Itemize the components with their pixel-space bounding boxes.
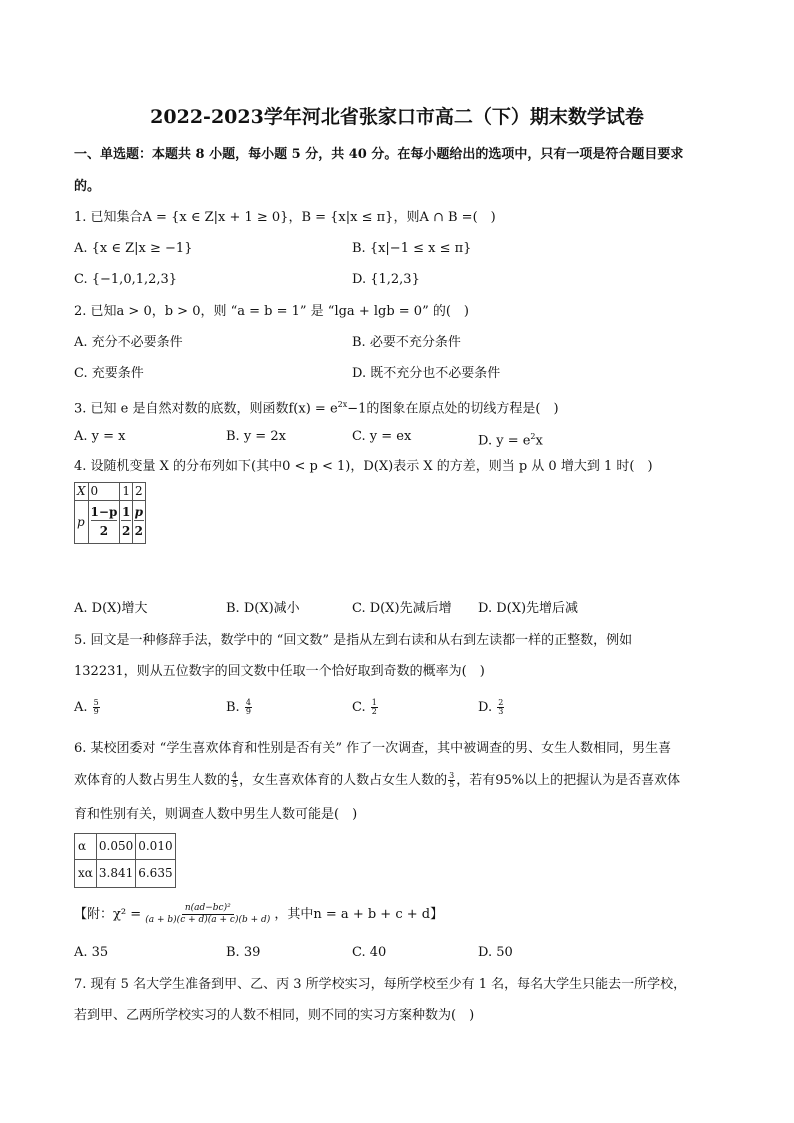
question-5-option-c bbox=[352, 699, 379, 717]
option-label: D. bbox=[478, 700, 493, 715]
question-3-stem-post: −1的图象在原点处的切线方程是( ) bbox=[347, 401, 559, 417]
question-4-stem: 4. 设随机变量 X 的分布列如下(其中0 < p < 1)，D(X)表示 X 的方差，则当 p 从 0 增大到 1 时( ) bbox=[74, 459, 653, 474]
table-cell: 3.841 bbox=[96, 860, 135, 888]
question-6-option-a: A. 35 bbox=[74, 945, 109, 960]
question-4-option-c: C. D(X)先减后增 bbox=[352, 601, 452, 616]
option-label: C. bbox=[352, 700, 366, 715]
question-3-option-d bbox=[478, 428, 543, 450]
formula-pre: 【附：χ² = bbox=[74, 907, 142, 922]
cell-denominator: 2 bbox=[134, 524, 143, 538]
question-6-line2 bbox=[74, 772, 680, 790]
cell-numerator: 1 bbox=[121, 505, 131, 519]
question-6-line2-c: ，若有95%以上的把握认为是否喜欢体 bbox=[456, 773, 681, 788]
question-6-formula bbox=[74, 900, 443, 930]
question-2-option-d: D. 既不充分也不必要条件 bbox=[352, 366, 501, 381]
table-cell: 1 bbox=[120, 483, 133, 501]
question-4-option-b: B. D(X)减小 bbox=[226, 601, 300, 616]
fraction-denominator: (a + b)(c + d)(a + c)(b + d) bbox=[145, 915, 271, 925]
table-cell bbox=[120, 501, 133, 544]
question-5-line2: 132231，则从五位数字的回文数中任取一个恰好取到奇数的概率为( ) bbox=[74, 664, 485, 679]
question-3-option-c: C. y = ex bbox=[352, 429, 412, 444]
question-5-option-b bbox=[226, 699, 253, 717]
table-row bbox=[75, 860, 176, 888]
fraction-numerator: 3 bbox=[449, 771, 455, 780]
table-cell: α bbox=[75, 834, 97, 860]
question-4-option-d: D. D(X)先增后减 bbox=[478, 601, 579, 616]
fraction-numerator: n(ad−bc)² bbox=[182, 903, 234, 915]
question-3-stem bbox=[74, 396, 559, 418]
question-6-option-b: B. 39 bbox=[226, 945, 261, 960]
fraction-denominator: 2 bbox=[371, 707, 377, 716]
table-row bbox=[75, 483, 146, 501]
cell-denominator: 2 bbox=[99, 524, 109, 538]
question-3-option-b: B. y = 2x bbox=[226, 429, 286, 444]
question-6-line1: 6. 某校团委对 “学生喜欢体育和性别是否有关” 作了一次调查，其中被调查的男、女生人数相同，男生喜 bbox=[74, 741, 672, 756]
question-1-option-c: C. {−1,0,1,2,3} bbox=[74, 272, 178, 287]
table-row bbox=[75, 834, 176, 860]
fraction-numerator: 5 bbox=[93, 698, 99, 707]
table-cell bbox=[88, 501, 120, 544]
section-heading-line1: 一、单选题：本题共 8 小题，每小题 5 分，共 40 分。在每小题给出的选项中，只有一项是符合题目要求 bbox=[74, 147, 684, 162]
question-1-option-b: B. {x|−1 ≤ x ≤ π} bbox=[352, 241, 472, 256]
formula-post: ，其中n = a + b + c + d】 bbox=[274, 907, 444, 922]
fraction bbox=[93, 699, 100, 716]
table-row bbox=[75, 501, 146, 544]
question-1-option-d: D. {1,2,3} bbox=[352, 272, 420, 287]
cell-numerator: 1−p bbox=[90, 505, 118, 519]
table-cell: 0.050 bbox=[96, 834, 135, 860]
table-cell: p bbox=[75, 501, 89, 544]
fraction bbox=[371, 699, 378, 716]
question-6-critical-value-table bbox=[74, 833, 176, 888]
question-6-option-d: D. 50 bbox=[478, 945, 513, 960]
fraction-denominator: 5 bbox=[232, 780, 238, 789]
exam-title: 2022-2023学年河北省张家口市高二（下）期末数学试卷 bbox=[150, 106, 644, 128]
question-3-option-d-exponent: 2 bbox=[530, 432, 536, 441]
table-cell: 0 bbox=[88, 483, 120, 501]
question-7-line1: 7. 现有 5 名大学生准备到甲、乙、丙 3 所学校实习，每所学校至少有 1 名，每名大学生只能去一所学校， bbox=[74, 977, 687, 992]
question-5-option-a bbox=[74, 699, 101, 717]
fraction bbox=[497, 699, 504, 716]
question-3-option-d-post: x bbox=[535, 433, 543, 449]
question-3-option-a: A. y = x bbox=[74, 429, 126, 444]
fraction bbox=[245, 699, 252, 716]
option-label: B. bbox=[226, 700, 240, 715]
question-6-option-c: C. 40 bbox=[352, 945, 387, 960]
question-4-distribution-table bbox=[74, 482, 146, 544]
fraction bbox=[448, 772, 455, 789]
question-2-stem: 2. 已知a > 0，b > 0，则 “a = b = 1” 是 “lga + lgb = 0” 的( ) bbox=[74, 304, 469, 319]
question-4-option-a: A. D(X)增大 bbox=[74, 601, 148, 616]
section-heading-line2: 的。 bbox=[74, 179, 101, 194]
fraction-denominator: 5 bbox=[449, 780, 455, 789]
fraction-numerator: 4 bbox=[245, 698, 251, 707]
question-3-stem-pre: 3. 已知 e 是自然对数的底数，则函数f(x) = e bbox=[74, 401, 338, 417]
chi-square-fraction bbox=[145, 903, 270, 926]
table-cell: xα bbox=[75, 860, 97, 888]
question-6-line3: 育和性别有关，则调查人数中男生人数可能是( ) bbox=[74, 807, 358, 822]
question-2-option-b: B. 必要不充分条件 bbox=[352, 335, 461, 350]
fraction-denominator: 9 bbox=[93, 707, 99, 716]
cell-numerator: p bbox=[134, 505, 143, 519]
question-3-option-d-pre: D. y = e bbox=[478, 433, 531, 449]
question-2-option-c: C. 充要条件 bbox=[74, 366, 144, 381]
question-3-exponent: 2x bbox=[337, 400, 348, 409]
table-cell: 0.010 bbox=[136, 834, 175, 860]
fraction-denominator: 3 bbox=[498, 707, 504, 716]
table-cell: 2 bbox=[132, 483, 145, 501]
question-1-option-a: A. {x ∈ Z|x ≥ −1} bbox=[74, 241, 193, 256]
fraction-numerator: 2 bbox=[498, 698, 504, 707]
fraction-numerator: 4 bbox=[232, 771, 238, 780]
cell-denominator: 2 bbox=[121, 524, 131, 538]
question-6-line2-b: ，女生喜欢体育的人数占女生人数的 bbox=[239, 773, 448, 788]
question-2-option-a: A. 充分不必要条件 bbox=[74, 335, 183, 350]
fraction bbox=[231, 772, 238, 789]
question-6-line2-a: 欢体育的人数占男生人数的 bbox=[74, 773, 231, 788]
question-7-line2: 若到甲、乙两所学校实习的人数不相同，则不同的实习方案种数为( ) bbox=[74, 1008, 475, 1023]
question-5-option-d bbox=[478, 699, 505, 717]
fraction-denominator: 9 bbox=[245, 707, 251, 716]
table-cell: X bbox=[75, 483, 89, 501]
table-cell: 6.635 bbox=[136, 860, 175, 888]
fraction-numerator: 1 bbox=[371, 698, 377, 707]
question-5-line1: 5. 回文是一种修辞手法，数学中的 “回文数” 是指从左到右读和从右到左读都一样的正整数，例如 bbox=[74, 633, 633, 648]
question-1-stem: 1. 已知集合A = {x ∈ Z|x + 1 ≥ 0}，B = {x|x ≤ π}，则A ∩ B =( ) bbox=[74, 210, 496, 225]
table-cell bbox=[132, 501, 145, 544]
option-label: A. bbox=[74, 700, 88, 715]
